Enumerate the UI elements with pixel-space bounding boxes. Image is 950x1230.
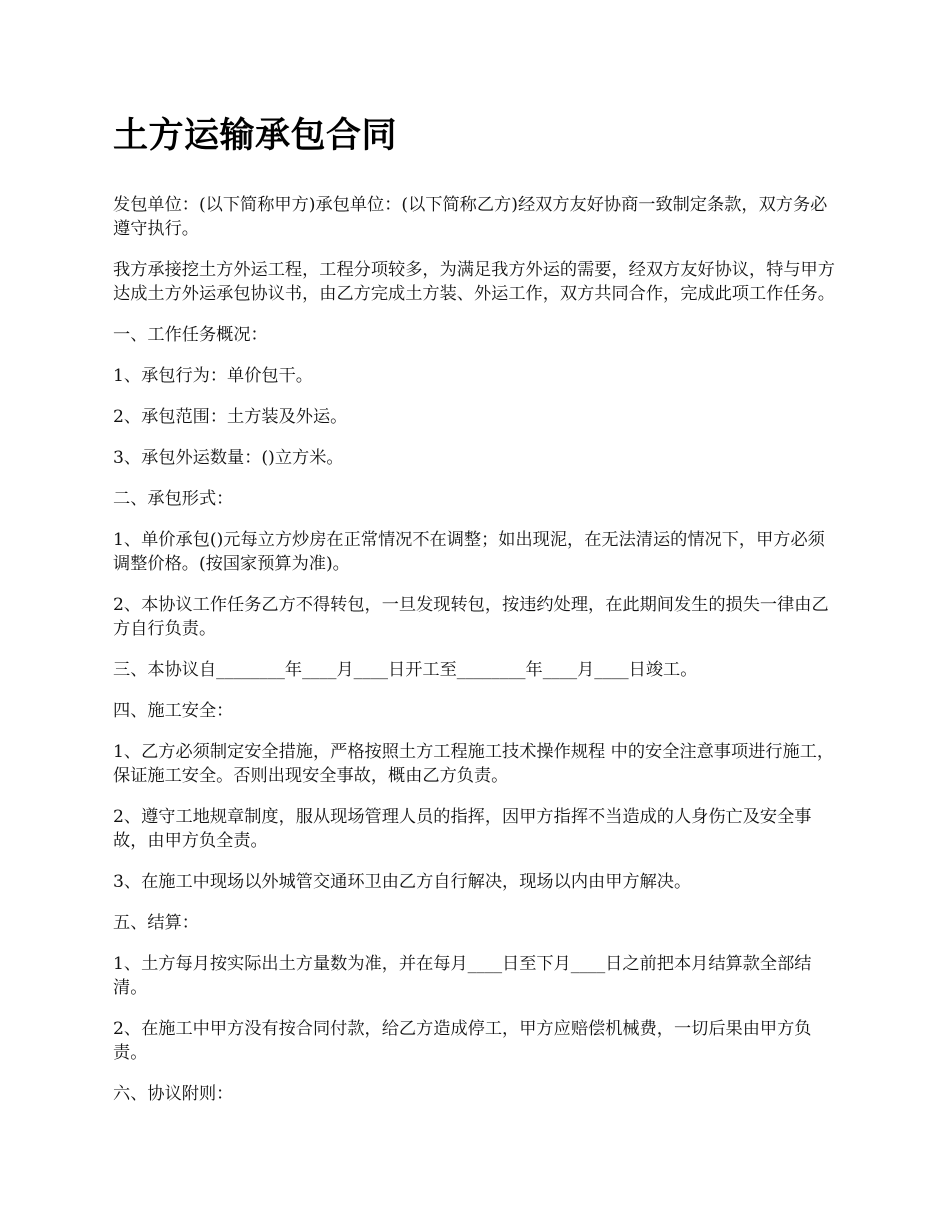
paragraph-parties: 发包单位：(以下简称甲方)承包单位：(以下简称乙方)经双方友好协商一致制定条款，双方务必遵守执行。	[113, 195, 828, 239]
paragraph-intro: 我方承接挖土方外运工程，工程分项较多，为满足我方外运的需要，经双方友好协议，特与甲方达成土方外运承包协议书，由乙方完成土方装、外运工作，双方共同合作，完成此项工作任务。	[113, 260, 835, 304]
clause-contract-quantity: 3、承包外运数量：()立方米。	[113, 448, 344, 468]
section-heading-safety: 四、施工安全：	[113, 701, 234, 721]
clause-payment-default: 2、在施工中甲方没有按合同付款，给乙方造成停工，甲方应赔偿机械费，一切后果由甲方负责。	[113, 1019, 812, 1063]
section-schedule: 三、本协议自________年____月____日开工至________年____月____日竣工。	[113, 660, 698, 680]
clause-unit-price: 1、单价承包()元每立方炒房在正常情况不在调整；如出现泥，在无法清运的情况下，甲方必须调整价格。(按国家预算为准)。	[113, 530, 825, 574]
section-heading-appendix: 六、协议附则：	[113, 1084, 234, 1104]
clause-monthly-settlement: 1、土方每月按实际出土方量数为准，并在每月____日至下月____日之前把本月结算款全部结清。	[113, 954, 812, 998]
clause-contract-scope: 2、承包范围：土方装及外运。	[113, 407, 348, 427]
section-heading-settlement: 五、结算：	[113, 913, 199, 933]
clause-no-subcontract: 2、本协议工作任务乙方不得转包，一旦发现转包，按违约处理，在此期间发生的损失一律由乙方自行负责。	[113, 595, 829, 639]
clause-site-rules: 2、遵守工地规章制度，服从现场管理人员的指挥，因甲方指挥不当造成的人身伤亡及安全事故，由甲方负全责。	[113, 807, 812, 851]
clause-offsite-matters: 3、在施工中现场以外城管交通环卫由乙方自行解决，现场以内由甲方解决。	[113, 872, 692, 892]
clause-safety-measures: 1、乙方必须制定安全措施，严格按照土方工程施工技术操作规程 中的安全注意事项进行施工，保证施工安全。否则出现安全事故，概由乙方负责。	[113, 742, 835, 786]
clause-contract-type: 1、承包行为：单价包干。	[113, 366, 313, 386]
section-heading-contract-form: 二、承包形式：	[113, 489, 234, 509]
document-title: 土方运输承包合同	[113, 115, 398, 156]
section-heading-work-overview: 一、工作任务概况：	[113, 325, 268, 345]
